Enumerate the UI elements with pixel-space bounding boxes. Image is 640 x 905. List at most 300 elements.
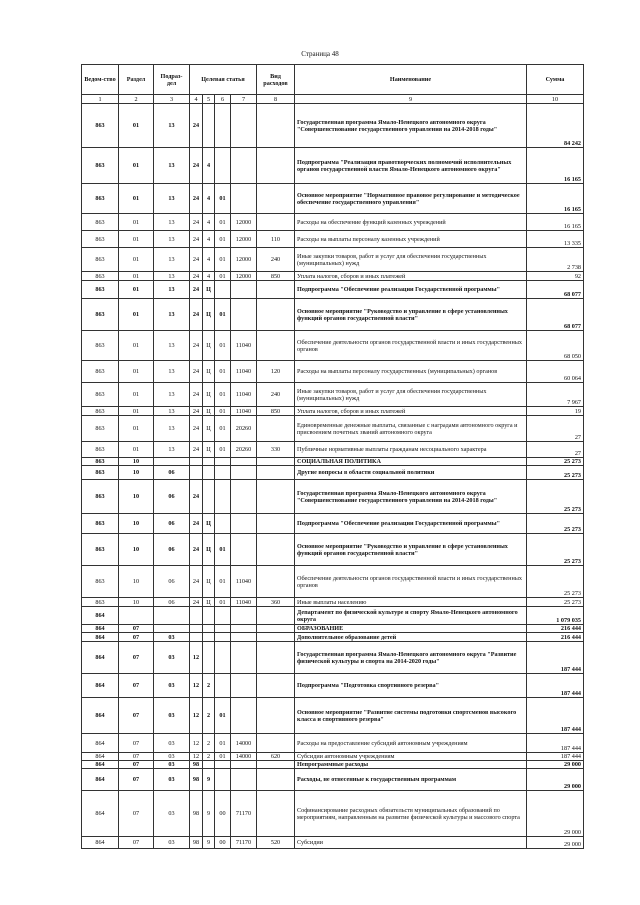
cell-vedomstvo: 863 [82, 214, 119, 231]
colnum: 2 [119, 95, 154, 104]
cell-target-4: 14000 [231, 753, 257, 761]
table-row [82, 480, 584, 514]
cell-vid [257, 458, 295, 466]
table-row [82, 383, 584, 407]
cell-target-4: 11040 [231, 598, 257, 607]
cell-razdel: 10 [119, 534, 154, 566]
cell-target-1: 98 [190, 837, 203, 849]
cell-vid [257, 281, 295, 299]
cell-target-2: Ц [203, 299, 215, 331]
cell-name: Дополнительное образование детей [295, 633, 527, 642]
cell-target-2: Ц [203, 361, 215, 383]
cell-podrazdel: 13 [154, 272, 190, 281]
cell-target-2: Ц [203, 407, 215, 416]
table-row [82, 148, 584, 184]
table-row [82, 104, 584, 148]
cell-sum: 16 165 [527, 214, 584, 231]
table-row [82, 837, 584, 849]
cell-vedomstvo: 864 [82, 837, 119, 849]
cell-vedomstvo: 863 [82, 514, 119, 534]
cell-vedomstvo: 864 [82, 642, 119, 674]
cell-target-3: 01 [215, 534, 231, 566]
cell-sum: 7 967 [527, 383, 584, 407]
cell-sum: 19 [527, 407, 584, 416]
cell-name: Основное мероприятие "Нормативное правовое регулирование и методическое обеспечение государственного управления" [295, 184, 527, 214]
cell-target-2 [203, 480, 215, 514]
cell-target-2: Ц [203, 331, 215, 361]
cell-vid [257, 416, 295, 442]
cell-target-1: 24 [190, 104, 203, 148]
table-row [82, 299, 584, 331]
cell-sum: 187 444 [527, 642, 584, 674]
cell-target-2: 9 [203, 769, 215, 791]
cell-razdel: 10 [119, 514, 154, 534]
cell-target-4: 11040 [231, 407, 257, 416]
cell-sum: 25 273 [527, 480, 584, 514]
cell-target-3: 01 [215, 184, 231, 214]
table-row [82, 607, 584, 625]
cell-target-3: 01 [215, 734, 231, 753]
cell-podrazdel: 03 [154, 837, 190, 849]
cell-razdel: 10 [119, 566, 154, 598]
cell-target-4 [231, 480, 257, 514]
cell-vid [257, 734, 295, 753]
cell-name: Основное мероприятие "Развитие системы подготовки спортсменов высокого класса и спортивного резерва" [295, 698, 527, 734]
cell-sum: 84 242 [527, 104, 584, 148]
cell-target-1: 24 [190, 416, 203, 442]
cell-sum: 187 444 [527, 674, 584, 698]
cell-target-4: 71170 [231, 837, 257, 849]
cell-sum: 68 050 [527, 331, 584, 361]
cell-vid: 240 [257, 248, 295, 272]
table-row [82, 761, 584, 769]
cell-target-4: 71170 [231, 791, 257, 837]
cell-podrazdel: 13 [154, 148, 190, 184]
cell-target-4 [231, 184, 257, 214]
cell-target-2 [203, 607, 215, 625]
cell-name: Обеспечение деятельности органов государственной власти и иных государственных органов [295, 331, 527, 361]
cell-target-3: 01 [215, 598, 231, 607]
cell-target-3: 01 [215, 566, 231, 598]
cell-name: Государственная программа Ямало-Ненецкого автономного округа "Развитие физической культуры и спорта на 2014-2020 годы" [295, 642, 527, 674]
cell-vid: 360 [257, 598, 295, 607]
table-row [82, 734, 584, 753]
cell-name: Другие вопросы в области социальной политики [295, 466, 527, 480]
cell-vid: 850 [257, 272, 295, 281]
cell-vid: 520 [257, 837, 295, 849]
header-podrazdel: Подраз-дел [154, 65, 190, 95]
cell-target-3: 01 [215, 698, 231, 734]
cell-target-3: 01 [215, 272, 231, 281]
cell-sum: 16 165 [527, 148, 584, 184]
cell-target-3 [215, 466, 231, 480]
header-sum: Сумма [527, 65, 584, 95]
cell-podrazdel: 13 [154, 104, 190, 148]
cell-target-2 [203, 633, 215, 642]
cell-vedomstvo: 863 [82, 184, 119, 214]
cell-vid: 120 [257, 361, 295, 383]
cell-name: Обеспечение деятельности органов государственной власти и иных государственных органов [295, 566, 527, 598]
cell-target-1: 24 [190, 231, 203, 248]
cell-sum: 187 444 [527, 698, 584, 734]
budget-table [81, 64, 584, 849]
cell-target-4: 11040 [231, 566, 257, 598]
cell-razdel: 01 [119, 104, 154, 148]
cell-vid: 850 [257, 407, 295, 416]
cell-vid [257, 642, 295, 674]
table-row [82, 442, 584, 458]
cell-razdel: 10 [119, 480, 154, 514]
cell-sum: 25 273 [527, 466, 584, 480]
cell-razdel: 01 [119, 383, 154, 407]
cell-vedomstvo: 864 [82, 674, 119, 698]
cell-target-1: 24 [190, 184, 203, 214]
cell-sum: 216 444 [527, 625, 584, 633]
cell-target-1: 24 [190, 248, 203, 272]
cell-podrazdel: 13 [154, 248, 190, 272]
cell-razdel: 10 [119, 598, 154, 607]
colnum: 10 [527, 95, 584, 104]
cell-target-2: 4 [203, 231, 215, 248]
cell-sum: 29 000 [527, 761, 584, 769]
table-row [82, 514, 584, 534]
cell-razdel: 07 [119, 633, 154, 642]
cell-podrazdel [154, 458, 190, 466]
cell-vedomstvo: 863 [82, 361, 119, 383]
cell-podrazdel: 03 [154, 791, 190, 837]
cell-target-4 [231, 642, 257, 674]
cell-target-1: 98 [190, 791, 203, 837]
table-row [82, 458, 584, 466]
table-row [82, 466, 584, 480]
cell-target-3 [215, 148, 231, 184]
cell-name: Государственная программа Ямало-Ненецкого автономного округа "Совершенствование государственного управления на 2014-2018 годы" [295, 104, 527, 148]
cell-podrazdel: 13 [154, 281, 190, 299]
cell-target-3 [215, 674, 231, 698]
cell-vedomstvo: 864 [82, 734, 119, 753]
cell-target-1: 24 [190, 407, 203, 416]
cell-target-3: 01 [215, 214, 231, 231]
cell-target-3: 01 [215, 231, 231, 248]
cell-razdel: 07 [119, 698, 154, 734]
cell-vedomstvo: 863 [82, 442, 119, 458]
table-row [82, 598, 584, 607]
cell-target-3 [215, 281, 231, 299]
cell-target-4: 20260 [231, 442, 257, 458]
table-row [82, 361, 584, 383]
cell-target-3: 01 [215, 383, 231, 407]
cell-target-1: 24 [190, 361, 203, 383]
cell-razdel: 01 [119, 148, 154, 184]
cell-vedomstvo: 863 [82, 148, 119, 184]
cell-sum: 16 165 [527, 184, 584, 214]
cell-vedomstvo: 863 [82, 480, 119, 514]
cell-podrazdel: 03 [154, 753, 190, 761]
cell-vedomstvo: 863 [82, 534, 119, 566]
cell-sum: 25 273 [527, 566, 584, 598]
cell-vid [257, 761, 295, 769]
cell-vedomstvo: 864 [82, 769, 119, 791]
cell-podrazdel: 06 [154, 598, 190, 607]
cell-vedomstvo: 863 [82, 248, 119, 272]
cell-razdel: 01 [119, 361, 154, 383]
cell-target-4 [231, 104, 257, 148]
cell-target-4 [231, 625, 257, 633]
cell-target-3 [215, 633, 231, 642]
cell-vid [257, 214, 295, 231]
cell-target-3 [215, 625, 231, 633]
cell-vedomstvo: 864 [82, 761, 119, 769]
cell-vedomstvo: 863 [82, 231, 119, 248]
cell-vid: 240 [257, 383, 295, 407]
cell-target-3: 01 [215, 442, 231, 458]
cell-target-4 [231, 607, 257, 625]
cell-target-1: 24 [190, 383, 203, 407]
cell-name: Департамент по физической культуре и спорту Ямало-Ненецкого автономного округа [295, 607, 527, 625]
table-row [82, 184, 584, 214]
cell-target-2: 2 [203, 753, 215, 761]
cell-name: Расходы на обеспечение функций казенных учреждений [295, 214, 527, 231]
cell-sum: 68 077 [527, 281, 584, 299]
cell-name: Расходы на выплаты персоналу казенных учреждений [295, 231, 527, 248]
cell-vid [257, 299, 295, 331]
cell-vedomstvo: 863 [82, 299, 119, 331]
cell-target-2 [203, 458, 215, 466]
cell-razdel [119, 607, 154, 625]
cell-podrazdel: 03 [154, 642, 190, 674]
cell-podrazdel: 03 [154, 761, 190, 769]
cell-razdel: 07 [119, 761, 154, 769]
header-name: Наименование [295, 65, 527, 95]
cell-sum: 2 738 [527, 248, 584, 272]
cell-target-1: 24 [190, 480, 203, 514]
cell-podrazdel: 06 [154, 566, 190, 598]
cell-target-4: 11040 [231, 383, 257, 407]
cell-name: Государственная программа Ямало-Ненецкого автономного округа "Совершенствование государственного управления на 2014-2018 годы" [295, 480, 527, 514]
cell-target-3 [215, 769, 231, 791]
cell-vedomstvo: 863 [82, 598, 119, 607]
colnum: 1 [82, 95, 119, 104]
cell-target-2 [203, 104, 215, 148]
cell-name: Подпрограмма "Обеспечение реализации Государственной программы" [295, 514, 527, 534]
table-row [82, 214, 584, 231]
cell-vedomstvo: 864 [82, 633, 119, 642]
table-row [82, 753, 584, 761]
cell-name: Иные закупки товаров, работ и услуг для обеспечения государственных (муниципальных) нужд [295, 383, 527, 407]
cell-target-1: 24 [190, 148, 203, 184]
cell-name: Иные выплаты населению [295, 598, 527, 607]
cell-razdel: 07 [119, 642, 154, 674]
header-target: Целевая статья [190, 65, 257, 95]
cell-name: Софинансирование расходных обязательств муниципальных образований по мероприятиям, направленным на развитие физической культуры и массового спорта [295, 791, 527, 837]
cell-vedomstvo: 863 [82, 104, 119, 148]
cell-target-2: 4 [203, 148, 215, 184]
cell-target-2 [203, 625, 215, 633]
cell-podrazdel: 13 [154, 231, 190, 248]
cell-vedomstvo: 863 [82, 281, 119, 299]
cell-target-3 [215, 514, 231, 534]
colnum: 6 [215, 95, 231, 104]
cell-name: Субсидии [295, 837, 527, 849]
cell-podrazdel: 03 [154, 698, 190, 734]
cell-podrazdel [154, 625, 190, 633]
cell-podrazdel: 03 [154, 674, 190, 698]
cell-name: Основное мероприятие "Руководство и управление в сфере установленных функций органов государственной власти" [295, 299, 527, 331]
cell-sum: 27 [527, 442, 584, 458]
cell-razdel: 01 [119, 184, 154, 214]
cell-target-4: 12000 [231, 248, 257, 272]
colnum: 5 [203, 95, 215, 104]
cell-target-1: 24 [190, 598, 203, 607]
cell-podrazdel: 03 [154, 734, 190, 753]
cell-target-2: 2 [203, 734, 215, 753]
cell-podrazdel: 06 [154, 534, 190, 566]
cell-vid [257, 769, 295, 791]
cell-vid [257, 104, 295, 148]
cell-target-2: Ц [203, 281, 215, 299]
cell-podrazdel: 06 [154, 514, 190, 534]
cell-target-2: Ц [203, 383, 215, 407]
cell-target-1: 24 [190, 442, 203, 458]
cell-vid [257, 633, 295, 642]
cell-vedomstvo: 864 [82, 607, 119, 625]
table-row [82, 248, 584, 272]
cell-target-4 [231, 534, 257, 566]
cell-name: Подпрограмма "Реализация правотворческих полномочий исполнительных органов государственной власти Ямало-Ненецкого автономного округа" [295, 148, 527, 184]
cell-target-3: 00 [215, 791, 231, 837]
cell-name: ОБРАЗОВАНИЕ [295, 625, 527, 633]
cell-sum: 29 000 [527, 791, 584, 837]
cell-name: СОЦИАЛЬНАЯ ПОЛИТИКА [295, 458, 527, 466]
cell-target-2: 2 [203, 674, 215, 698]
table-row [82, 281, 584, 299]
cell-target-1 [190, 466, 203, 480]
cell-vid [257, 466, 295, 480]
table-row [82, 633, 584, 642]
cell-name: Расходы на выплаты персоналу государственных (муниципальных) органов [295, 361, 527, 383]
cell-podrazdel: 13 [154, 184, 190, 214]
cell-razdel: 01 [119, 331, 154, 361]
cell-target-3: 01 [215, 299, 231, 331]
cell-razdel: 07 [119, 625, 154, 633]
cell-razdel: 07 [119, 769, 154, 791]
cell-vid [257, 331, 295, 361]
cell-sum: 60 064 [527, 361, 584, 383]
cell-podrazdel: 13 [154, 214, 190, 231]
cell-target-4 [231, 769, 257, 791]
cell-target-4 [231, 148, 257, 184]
cell-sum: 25 273 [527, 598, 584, 607]
table-row [82, 534, 584, 566]
cell-target-1 [190, 633, 203, 642]
cell-vid [257, 674, 295, 698]
cell-target-2: Ц [203, 566, 215, 598]
cell-razdel: 01 [119, 272, 154, 281]
cell-target-3: 01 [215, 331, 231, 361]
cell-vid [257, 625, 295, 633]
colnum: 7 [231, 95, 257, 104]
cell-target-2: Ц [203, 534, 215, 566]
cell-target-2 [203, 642, 215, 674]
cell-name: Расходы на предоставление субсидий автономным учреждениям [295, 734, 527, 753]
table-row [82, 566, 584, 598]
cell-vid [257, 480, 295, 514]
cell-target-4 [231, 458, 257, 466]
cell-target-2: Ц [203, 514, 215, 534]
header-razdel: Раздел [119, 65, 154, 95]
cell-name: Уплата налогов, сборов и иных платежей [295, 272, 527, 281]
cell-target-1: 12 [190, 674, 203, 698]
cell-target-2: Ц [203, 598, 215, 607]
cell-vid: 110 [257, 231, 295, 248]
cell-sum: 187 444 [527, 753, 584, 761]
cell-target-3: 01 [215, 361, 231, 383]
cell-razdel: 01 [119, 416, 154, 442]
table-row [82, 331, 584, 361]
cell-target-4: 12000 [231, 214, 257, 231]
cell-podrazdel: 13 [154, 416, 190, 442]
cell-vid [257, 148, 295, 184]
cell-vedomstvo: 863 [82, 466, 119, 480]
cell-vedomstvo: 863 [82, 458, 119, 466]
cell-target-4 [231, 633, 257, 642]
cell-target-1: 24 [190, 281, 203, 299]
cell-target-3: 01 [215, 248, 231, 272]
cell-target-3 [215, 480, 231, 514]
cell-target-1: 24 [190, 299, 203, 331]
cell-vedomstvo: 863 [82, 566, 119, 598]
cell-vedomstvo: 864 [82, 625, 119, 633]
cell-target-4: 14000 [231, 734, 257, 753]
cell-vedomstvo: 864 [82, 791, 119, 837]
cell-razdel: 01 [119, 407, 154, 416]
cell-vedomstvo: 864 [82, 753, 119, 761]
cell-sum: 27 [527, 416, 584, 442]
cell-sum: 29 000 [527, 837, 584, 849]
cell-target-2 [203, 466, 215, 480]
cell-podrazdel: 13 [154, 407, 190, 416]
cell-target-3 [215, 607, 231, 625]
cell-sum: 92 [527, 272, 584, 281]
cell-target-1 [190, 607, 203, 625]
table-row [82, 416, 584, 442]
cell-target-1: 24 [190, 331, 203, 361]
cell-target-3: 00 [215, 837, 231, 849]
cell-target-1: 12 [190, 734, 203, 753]
cell-razdel: 01 [119, 248, 154, 272]
cell-vid [257, 607, 295, 625]
colnum: 4 [190, 95, 203, 104]
cell-sum: 216 444 [527, 633, 584, 642]
cell-target-3: 01 [215, 407, 231, 416]
cell-razdel: 01 [119, 231, 154, 248]
cell-name: Подпрограмма "Обеспечение реализации Государственной программы" [295, 281, 527, 299]
cell-target-4 [231, 281, 257, 299]
colnum: 8 [257, 95, 295, 104]
cell-vedomstvo: 863 [82, 416, 119, 442]
cell-target-4 [231, 466, 257, 480]
cell-podrazdel: 03 [154, 769, 190, 791]
cell-target-1: 12 [190, 642, 203, 674]
cell-target-4: 12000 [231, 231, 257, 248]
cell-vid [257, 698, 295, 734]
cell-vid [257, 566, 295, 598]
cell-sum: 29 000 [527, 769, 584, 791]
cell-name: Уплата налогов, сборов и иных платежей [295, 407, 527, 416]
table-row [82, 698, 584, 734]
cell-target-2: Ц [203, 442, 215, 458]
cell-target-4: 12000 [231, 272, 257, 281]
